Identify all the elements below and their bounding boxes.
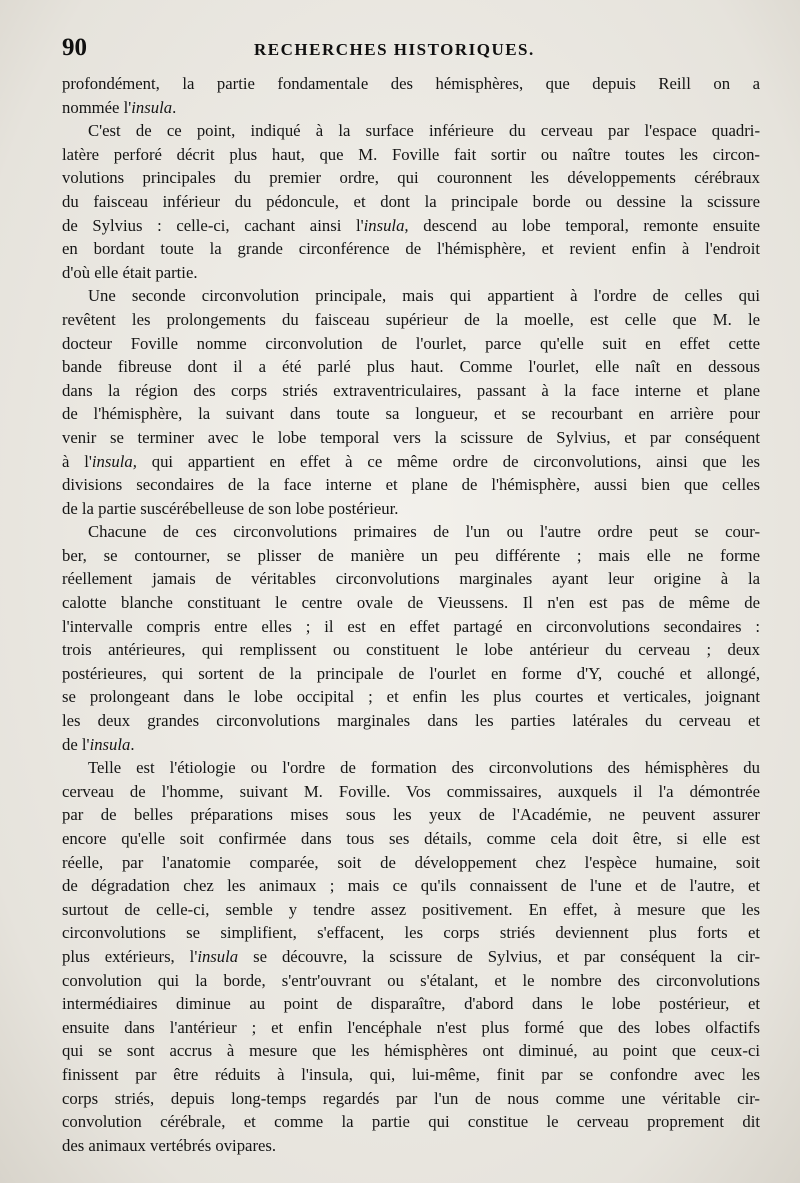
text-line (62, 190, 760, 214)
text-line (62, 426, 760, 450)
text-line (62, 143, 760, 167)
text-line (62, 567, 760, 591)
text-run: ensuite dans l'antérieur ; et enfin l'encéphale n'est plus formé que des lobes olfactifs (62, 1017, 760, 1037)
text-run: qui se sont accrus à mesure que les hémisphères ont diminué, au point que ceux-ci (62, 1041, 760, 1061)
text-run: des animaux vertébrés ovipares. (62, 1135, 277, 1155)
text-run: plus extérieurs, l' (62, 946, 198, 966)
text-line (62, 96, 760, 120)
running-title: RECHERCHES HISTORIQUES. (254, 40, 535, 59)
paragraph (62, 756, 760, 1157)
paragraph (62, 520, 760, 756)
text-run: calotte blanche constituant le centre ovale de Vieussens. Il n'en est pas de même de (62, 593, 760, 613)
italic-term: insula, (91, 451, 137, 471)
text-run: réellement jamais de véritables circonvolutions marginales ayant leur origine à la (62, 569, 760, 589)
text-line (62, 733, 760, 757)
text-line (62, 332, 760, 356)
paragraph (62, 72, 760, 119)
text-line (62, 756, 760, 780)
text-line (62, 237, 760, 261)
text-run: trois antérieures, qui remplissent ou constituent le lobe antérieur du cerveau ; deux (62, 640, 760, 660)
text-line (62, 638, 760, 662)
text-line (62, 945, 760, 969)
text-line (62, 308, 760, 332)
text-run: de l' (62, 734, 90, 754)
text-line (62, 544, 760, 568)
italic-term: insula (197, 946, 239, 966)
text-run: d'où elle était partie. (62, 262, 198, 282)
text-run: l'intervalle compris entre elles ; il est en effet partagé en circonvolutions secondaires : (62, 616, 760, 636)
text-run: volutions principales du premier ordre, qui couronnent les développements cérébraux (62, 168, 760, 188)
text-run: . (130, 734, 135, 754)
text-run: intermédiaires diminue au point de disparaître, d'abord dans le lobe postérieur, et (62, 994, 760, 1014)
text-run: Une seconde circonvolution principale, mais qui appartient à l'ordre de celles qui (88, 286, 760, 306)
text-run: de Sylvius : celle-ci, cachant ainsi l' (62, 215, 364, 235)
text-run: de l'hémisphère, la suivant dans toute sa longueur, et se recourbant en arrière pour (62, 404, 760, 424)
text-run: postérieures, qui sortent de la principale de l'ourlet en forme d'Y, couché et allongé, (62, 663, 760, 683)
page-header (62, 34, 760, 68)
text-run: réelle, par l'anatomie comparée, soit de développement chez l'espèce humaine, soit (62, 852, 760, 872)
page-number: 90 (62, 34, 87, 61)
text-line (62, 1063, 760, 1087)
text-run: de la partie suscérébelleuse de son lobe postérieur. (62, 498, 399, 518)
text-run: venir se terminer avec le lobe temporal vers la scissure de Sylvius, et par conséquent (62, 427, 760, 447)
body-text (62, 72, 760, 1157)
text-run: dans la région des corps striés extraventriculaires, passant à la face interne et plane (62, 380, 760, 400)
text-run: nommée l' (62, 97, 132, 117)
italic-term: insula (89, 734, 131, 754)
text-run: se prolongeant dans le lobe occipital ; et enfin les plus courtes et verticales, joignant (62, 687, 760, 707)
text-line (62, 166, 760, 190)
text-run: qui appartient en effet à ce même ordre de circonvolutions, ainsi que les (136, 451, 760, 471)
text-line (62, 1039, 760, 1063)
text-run: Telle est l'étiologie ou l'ordre de formation des circonvolutions des hémisphères du (88, 758, 760, 778)
text-run: revêtent les prolongements du faisceau supérieur de la moelle, est celle que M. le (62, 309, 760, 329)
text-run: Chacune de ces circonvolutions primaires de l'un ou l'autre ordre peut se cour- (88, 522, 760, 542)
text-line (62, 898, 760, 922)
text-line (62, 591, 760, 615)
text-run: circonvolutions se simplifient, s'effacent, les corps striés deviennent plus forts et (62, 923, 760, 943)
text-line (62, 1087, 760, 1111)
text-line (62, 72, 760, 96)
text-line (62, 402, 760, 426)
paragraph (62, 119, 760, 284)
text-run: finissent par être réduits à l'insula, qui, lui-même, finit par se confondre avec les (62, 1064, 760, 1084)
text-line (62, 662, 760, 686)
text-run: cerveau de l'homme, suivant M. Foville. Vos commissaires, auxquels il l'a démontrée (62, 781, 760, 801)
text-line (62, 1110, 760, 1134)
text-line (62, 284, 760, 308)
text-run: les deux grandes circonvolutions marginales dans les parties latérales du cerveau et (62, 711, 760, 731)
text-run: descend au lobe temporal, remonte ensuite (408, 215, 761, 235)
italic-term: insula, (363, 215, 409, 235)
paragraph (62, 284, 760, 520)
text-line (62, 450, 760, 474)
text-line (62, 615, 760, 639)
text-run: . (172, 97, 177, 117)
text-run: se découvre, la scissure de Sylvius, et par conséquent la cir- (238, 946, 760, 966)
text-line (62, 969, 760, 993)
text-run: convolution cérébrale, et comme la partie qui constitue le cerveau proprement dit (62, 1112, 760, 1132)
text-run: docteur Foville nomme circonvolution de l'ourlet, parce qu'elle suit en effet cette (62, 333, 760, 353)
text-line (62, 780, 760, 804)
text-run: convolution qui la borde, s'entr'ouvrant ou s'étalant, et le nombre des circonvolutions (62, 970, 760, 990)
text-run: du faisceau inférieur du pédoncule, et dont la principale borde ou dessine la scissure (62, 191, 760, 211)
text-line (62, 119, 760, 143)
italic-term: insula (131, 97, 173, 117)
text-line (62, 992, 760, 1016)
text-run: surtout de celle-ci, semble y tendre assez positivement. En effet, à mesure que les (62, 899, 760, 919)
text-line (62, 685, 760, 709)
text-line (62, 851, 760, 875)
text-line (62, 874, 760, 898)
text-line (62, 827, 760, 851)
text-run: ber, se contourner, se plisser de manière un peu différente ; mais elle ne forme (62, 545, 760, 565)
text-run: divisions secondaires de la face interne et plane de l'hémisphère, aussi bien que celles (62, 475, 760, 495)
text-run: à l' (62, 451, 92, 471)
text-run: corps striés, depuis long-temps regardés par l'un de nous comme une véritable cir- (62, 1088, 760, 1108)
text-run: bande fibreuse dont il a été parlé plus haut. Comme l'ourlet, elle naît en dessous (62, 357, 760, 377)
text-run: latère perforé décrit plus haut, que M. Foville fait sortir ou naître toutes les circon- (62, 144, 760, 164)
text-line (62, 1134, 760, 1158)
text-line (62, 355, 760, 379)
text-line (62, 1016, 760, 1040)
text-run: par de belles préparations mises sous les yeux de l'Académie, ne peuvent assurer (62, 805, 760, 825)
text-line (62, 921, 760, 945)
text-line (62, 803, 760, 827)
text-run: profondément, la partie fondamentale des hémisphères, que depuis Reill on a (62, 74, 760, 93)
text-line (62, 379, 760, 403)
text-run: C'est de ce point, indiqué à la surface inférieure du cerveau par l'espace quadri- (88, 121, 760, 141)
text-run: encore qu'elle soit confirmée dans tous ses détails, comme cela doit être, si elle est (62, 829, 760, 848)
text-line (62, 520, 760, 544)
text-line (62, 709, 760, 733)
text-run: de dégradation chez les animaux ; mais ce qu'ils connaissent de l'une et de l'autre, et (62, 876, 760, 896)
text-line (62, 261, 760, 285)
text-line (62, 473, 760, 497)
text-run: en bordant toute la grande circonférence de l'hémisphère, et revient enfin à l'endroit (62, 239, 760, 259)
text-line (62, 214, 760, 238)
text-line (62, 497, 760, 521)
